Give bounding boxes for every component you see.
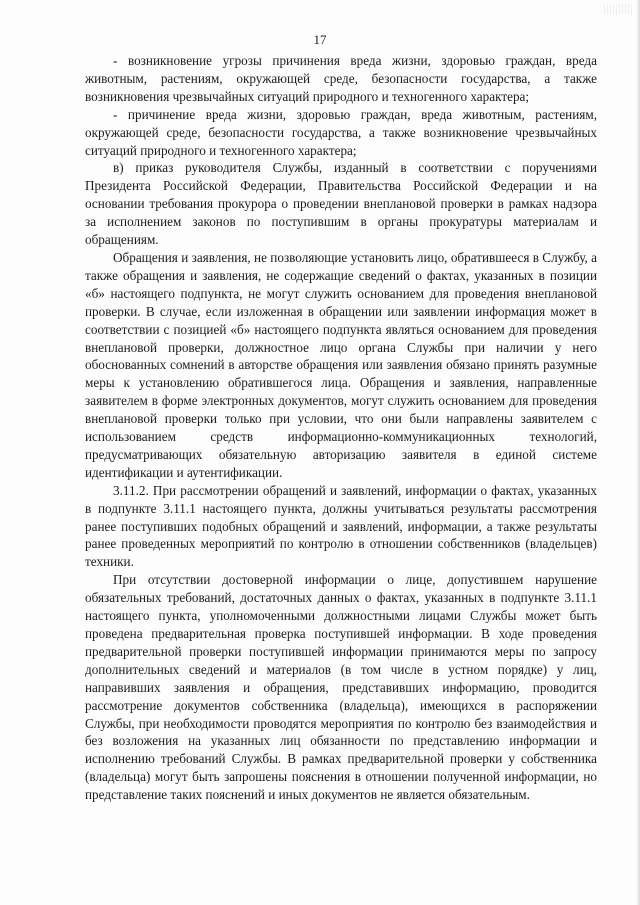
page-number: 17	[313, 32, 327, 47]
paragraph-3-11-2: 3.11.2. При рассмотрении обращений и заявлений, информации о фактах, указанных в подпункте 3.11.1 настоящего пункта, должны учитываться результаты рассмотрения ранее поступивших подобных обращений и заявлений, информации, а также результаты ранее проведенных мероприятий по контролю в отношении собственников (владельцев) техники.	[85, 482, 597, 570]
paragraph-preliminary-check: При отсутствии достоверной информации о лице, допустившем нарушение обязательных требований, достаточных данных о фактах, указанных в подпункте 3.11.1 настоящего пункта, уполномоченными должностными лицами Службы может быть проведена предварительная проверка поступившей информации. В ходе проведения предварительной проверки поступившей информации принимаются меры по запросу дополнительных сведений и материалов (в том числе в устном порядке) у лиц, направивших заявления и обращения, представивших информацию, проводится рассмотрение документов собственника (владельца), имеющихся в распоряжении Службы, при необходимости проводятся мероприятия по контролю без взаимодействия и без возложения на указанных лиц обязанности по представлению информации и исполнению требований Службы. В рамках предварительной проверки у собственника (владельца) могут быть запрошены пояснения в отношении полученной информации, но представление таких пояснений и иных документов не является обязательным.	[85, 572, 597, 803]
scan-noise	[604, 4, 634, 14]
paragraph-appeals: Обращения и заявления, не позволяющие установить лицо, обратившееся в Службу, а также обращения и заявления, не содержащие сведений о фактах, указанных в позиции «б» настоящего подпункта, не могут служить основанием для проведения внеплановой проверки. В случае, если изложенная в обращении или заявлении информация может в соответствии с позицией «б» настоящего подпункта являться основанием для проведения внеплановой проверки, должностное лицо органа Службы при наличии у него обоснованных сомнений в авторстве обращения или заявления обязано принять разумные меры к установлению обратившегося лица. Обращения и заявления, направленные заявителем в форме электронных документов, могут служить основанием для проведения внеплановой проверки только при условии, что они были направлены заявителем с использованием средств информационно-коммуникационных технологий, предусматривающих обязательную авторизацию заявителя в единой системе идентификации и аутентификации.	[85, 249, 597, 480]
paragraph-harm: - причинение вреда жизни, здоровью граждан, вреда животным, растениям, окружающей среде, безопасности государства, а также возникновение чрезвычайных ситуаций природного и техногенного характера;	[85, 106, 597, 158]
paragraph-order-v: в) приказ руководителя Службы, изданный в соответствии с поручениями Президента Российской Федерации, Правительства Российской Федерации и на основании требования прокурора о проведении внеплановой проверки в рамках надзора за исполнением законов по поступившим в органы прокуратуры материалам и обращениям.	[85, 160, 597, 248]
document-body	[85, 52, 597, 804]
paragraph-threat: - возникновение угрозы причинения вреда жизни, здоровью граждан, вреда животным, растениям, окружающей среде, безопасности государства, а также возникновения чрезвычайных ситуаций природного и техногенного характера;	[85, 53, 597, 104]
